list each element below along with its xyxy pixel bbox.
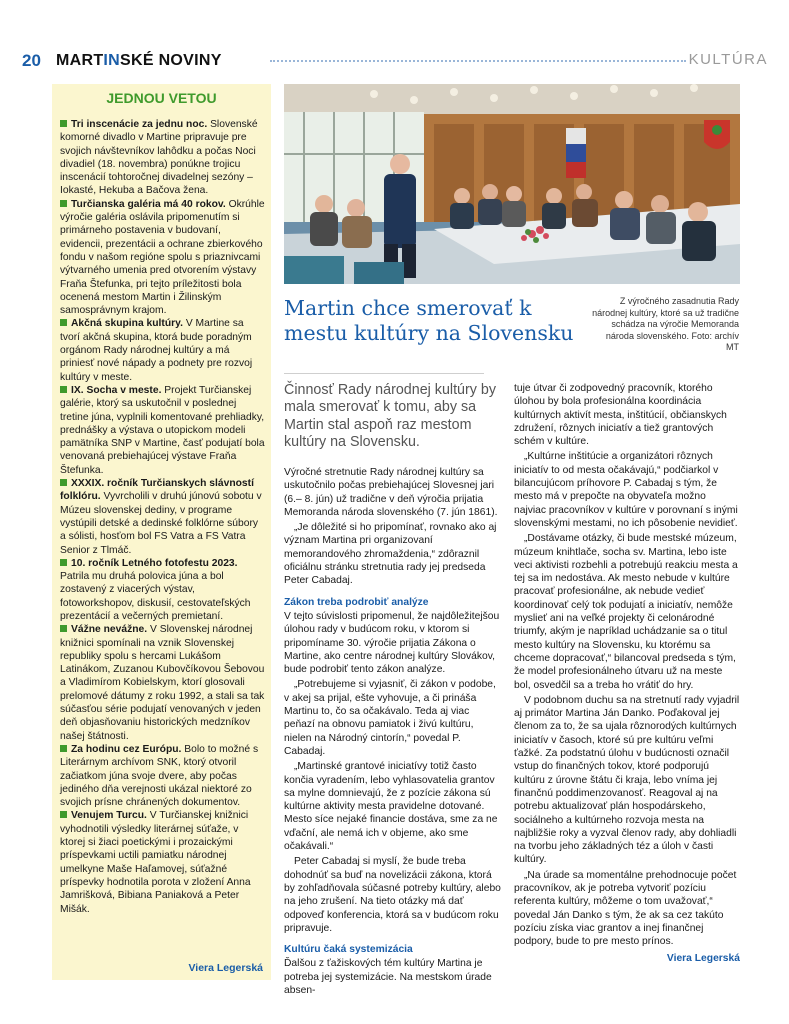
paragraph: V tejto súvislosti pripomenul, že najdôležitejšou úlohou rady v budúcom roku, v ktorom si pripomíname 30. výročie prijatia Zákona o Martine, ako centre národnej kultúry Slovákov, bude podrobiť tento zákon analýze. [284, 610, 500, 676]
paragraph: „Martinské grantové iniciatívy totiž často končia vyradením, lebo vyhlasovatelia grantov sa mylne domnievajú, že z pozície zákona sú kultúrne aktivity mesta pravidelne dotované. Mesto síce nejaké financie dostáva, sme za ne vďační, ale nemá ich v objeme, ako sme očakávali.“ [284, 761, 498, 853]
green-square-bullet-icon [60, 479, 67, 486]
sidebar-news-item [60, 198, 265, 318]
sidebar-item-head: Turčianska galéria má 40 rokov. [71, 198, 226, 210]
sidebar-author: Viera Legerská [188, 962, 263, 974]
sidebar-item-text: V Martine sa tvorí akčná skupina, ktorá bude poradným orgánom Rady národnej kultúry a má priniesť nové nápady a podnety pre rozvoj kultúry v meste. [60, 318, 253, 383]
article-column-2 [514, 382, 740, 966]
masthead-part1: MART [56, 52, 104, 69]
paragraph: „Kultúrne inštitúcie a organizátori rôznych iniciatív to od mesta očakávajú,“ podčiarkol v bilancujúcom príhovore P. Cabadaj s tým, že mesto má v prepočte na obyvateľa možno najviac pracovníkov v kultúre v porovnaní s inými slovenskými mestami, no ich pôsobenie nevidieť. [514, 451, 738, 529]
paragraph: Peter Cabadaj si myslí, že bude treba dohodnúť sa buď na novelizácii zákona, ktorá by zohľadňovala súčasné potreby kultúry, alebo na jeho zrušení. Na tieto otázky má dať odpoveď konferencia, ktorá sa v budúcom roku pripravuje. [284, 856, 501, 934]
sidebar-item-text: V Slovenskej národnej knižnici spomínali na vznik Slovenskej republiky spolu s hercami Lukášom Latinákom, Zuzanou Kubovčíkovou Šebovou a Vladimírom Kobielskym, ktorí glosovali prelomové dátumy z roku 1992, a stali sa tak súčasťou série podujatí venovaných v jeden deň objasňovaniu historických medzníkov našej štátnosti. [60, 624, 265, 742]
paragraph: Ďalšou z ťažiskových tém kultúry Martina je potreba jej systemizácie. Na mestskom úrade absen- [284, 958, 492, 996]
green-square-bullet-icon [60, 200, 67, 207]
sidebar-item-head: IX. Socha v meste. [71, 384, 162, 396]
paragraph: „Na úrade sa momentálne prehodnocuje počet pracovníkov, ak je potreba vytvoriť pozíciu referenta kultúry, môžeme o tom uvažovať,“ povedal Ján Danko s tým, že ak sa cez takúto pozíciu získa viac grantov a inej finančnej podpory, bude to pre mesto prínos. [514, 869, 737, 948]
header-divider [270, 60, 686, 62]
masthead-highlight: IN [103, 52, 121, 69]
sidebar-news-item [60, 809, 265, 915]
subheading: Kultúru čaká systemizácia [284, 944, 413, 956]
subheading: Zákon treba podrobiť analýze [284, 596, 429, 608]
sidebar-news-item [60, 623, 265, 743]
article-lead: Činnosť Rady národnej kultúry by mala smerovať k tomu, aby sa Martin stal aspoň raz mestom kultúry na Slovensku. [284, 382, 496, 450]
lead-divider [284, 373, 484, 374]
green-square-bullet-icon [60, 319, 67, 326]
paragraph: Výročné stretnutie Rady národnej kultúry sa uskutočnilo počas prebiehajúcej Slovesnej jari (6.– 8. jún) už tradične v deň výročia prijatia Memoranda národa slovenského (7. jún 1861). [284, 467, 498, 518]
sidebar-news-item [60, 384, 265, 477]
sidebar-news-item [60, 317, 265, 383]
green-square-bullet-icon [60, 120, 67, 127]
sidebar-item-text: Slovenské komorné divadlo v Martine pripravuje pre svojich návštevníkov lahôdku a počas Noci divadiel (18. novembra) ponúkne trojicu inscenácií tohtoročnej divadelnej sezóny – Iokasté, Hekuba a Bačova žena. [60, 119, 258, 197]
photo-caption: Z výročného zasadnutia Rady národnej kultúry, ktoré sa už tradične schádza na výročie Memoranda národa slovenského. Foto: archív MT [592, 296, 739, 352]
sidebar-item-head: Vážne nevážne. [71, 624, 148, 636]
sidebar-item-text: Okrúhle výročie galéria oslávila pripomenutím si primárneho postavenia v budovaní, evidencii, prezentácii a ochrane zbierkového fondu v našom regióne spolu s priaznivcami výtvarného umenia pred otvorením výstavy Fraňa Štefunka, pri tejto príležitosti bola ocenená mestom Martin i Žilinským samosprávnym krajom. [60, 198, 265, 317]
sidebar-item-head: Akčná skupina kultúry. [71, 318, 183, 330]
sidebar-item-head: 10. ročník Letného fotofestu 2023. [71, 557, 238, 569]
sidebar-item-head: Tri inscenácie za jednu noc. [71, 119, 208, 130]
sidebar-item-head: Za hodinu cez Európu. [71, 743, 182, 755]
sidebar-box [52, 84, 271, 980]
article-author: Viera Legerská [666, 953, 740, 965]
paragraph: V podobnom duchu sa na stretnutí rady vyjadril aj primátor Martina Ján Danko. Poďakoval jej členom za to, že sa ujala rôznorodých kultúrnych iniciatív v časoch, ktoré sú pre kultúru veľmi ťažké. Za podstatnú úlohu v budúcnosti označil vstup do finančných tokov, ktoré podporujú kultúru z úrovne štátu či kraja, lebo vníma jej finančnú poddimenzovanosť. Reagoval aj na potrebu aktualizovať plán hospodárskeho, sociálneho a kultúrneho rozvoja mesta na najbližšie roky a vyzval členov rady, aby dohliadli na tvorbu jeho základných téz a úloh v časti kultúry. [514, 694, 740, 866]
page-header [22, 50, 768, 72]
paragraph: „Dostávame otázky, či bude mestské múzeum, múzeum knihtlače, socha sv. Martina, lebo iste veci aktivisti rozbehli a potrebujú reakciu mesta a tej sa im nedostáva. Ak mesto nebude v kultúre pracovať profesionálne, ak nebude vedieť koordinovať celý tok podujatí a iniciatív, nemôže myslieť ani na veľké projekty či celonárodné triumfy, akým je napríklad uchádzanie sa o titul mesto kultúry na Slovensku, ku ktorému sa chceme dopracovať,“ bilancoval predseda s tým, že model profesionálneho útvaru už na meste bol, osvedčil sa a treba ho vrátiť do hry. [514, 533, 738, 691]
green-square-bullet-icon [60, 811, 67, 818]
page-number: 20 [22, 51, 41, 70]
paragraph: „Potrebujeme si vyjasniť, či zákon v podobe, v akej sa prijal, ešte vyhovuje, a či prináša Martinu to, čo sa očakávalo. Teda aj viac peňazí na obnovu pamiatok i živú kultúru, nielen na Národný cintorín,“ povedal P. Cabadaj. [284, 679, 496, 757]
green-square-bullet-icon [60, 625, 67, 632]
paragraph: „Je dôležité si ho pripomínať, rovnako ako aj význam Martina pri organizovaní memorandového zhromaždenia,“ zdôraznil oficiálnu stránku stretnutia rady jej predseda Peter Cabadaj. [284, 522, 497, 587]
sidebar-items [60, 118, 265, 916]
sidebar-item-text: Bolo to možné s Literárnym archívom SNK, ktorý otvoril začiatkom júna svoje dvere, aby počas jediného dňa verejnosti ukázal niektoré zo svojich prísne chránených dokumentov. [60, 743, 259, 809]
sidebar-item-text: V Turčianskej knižnici vyhodnotili výsledky literárnej súťaže, v ktorej si žiaci poetickými i prozaickými príspevkami uctili pamiatku národnej umelkyne Maše Haľamovej, súťažné príspevky hodnotila porota v zložení Anna Jamrišková, Bibiana Paniaková a Peter Mišák. [60, 810, 251, 915]
sidebar-item-text: Vyvrcholili v druhú júnovú sobotu v Múzeu slovenskej dediny, v programe vystúpili detské a dedinské folklórne súbory a sólisti, hosťom bol FS Vatra a FS Vatra Senior z Tlmáč. [60, 491, 262, 556]
masthead [56, 52, 222, 70]
sidebar-news-item [60, 743, 265, 809]
sidebar-news-item [60, 118, 265, 198]
sidebar-item-text: Projekt Turčianskej galérie, ktorý sa uskutočnil v poslednej tretine júna, vyplnili komentované prehliadky, prednášky a výstava o utopickom modeli pamätníka SNP v Martine, časť podujatí bola venovaná prebiehajúcej výstave Fraňa Štefunka. [60, 384, 265, 476]
green-square-bullet-icon [60, 559, 67, 566]
green-square-bullet-icon [60, 745, 67, 752]
paragraph: tuje útvar či zodpovedný pracovník, ktorého úlohou by bola profesionálna koordinácia kultúrnych aktivít mesta, inštitúcií, občianskych združení, rôznych iniciatív a tiež grantových schém v kultúre. [514, 383, 727, 448]
green-square-bullet-icon [60, 386, 67, 393]
article-headline: Martin chce smerovať k mestu kultúry na Slovensku [284, 296, 574, 345]
article-column-1 [284, 466, 502, 999]
sidebar-news-item [60, 557, 265, 623]
sidebar-title: JEDNOU VETOU [106, 90, 217, 106]
masthead-part2: SKÉ NOVINY [120, 52, 222, 69]
sidebar-news-item [60, 477, 265, 557]
sidebar-item-head: XXXIX. ročník Turčianskych slávností folklóru. [60, 478, 254, 503]
sidebar-item-head: Venujem Turcu. [71, 810, 147, 822]
sidebar-item-text: Patrila mu druhá polovica júna a bol zostavený z viacerých výstav, fotoworkshopov, diskusií, cestovateľských prezentácií a večerných premietaní. [60, 571, 251, 622]
section-name: KULTÚRA [688, 51, 768, 68]
meeting-photo [284, 84, 740, 284]
meeting-photo-icon [284, 84, 740, 284]
